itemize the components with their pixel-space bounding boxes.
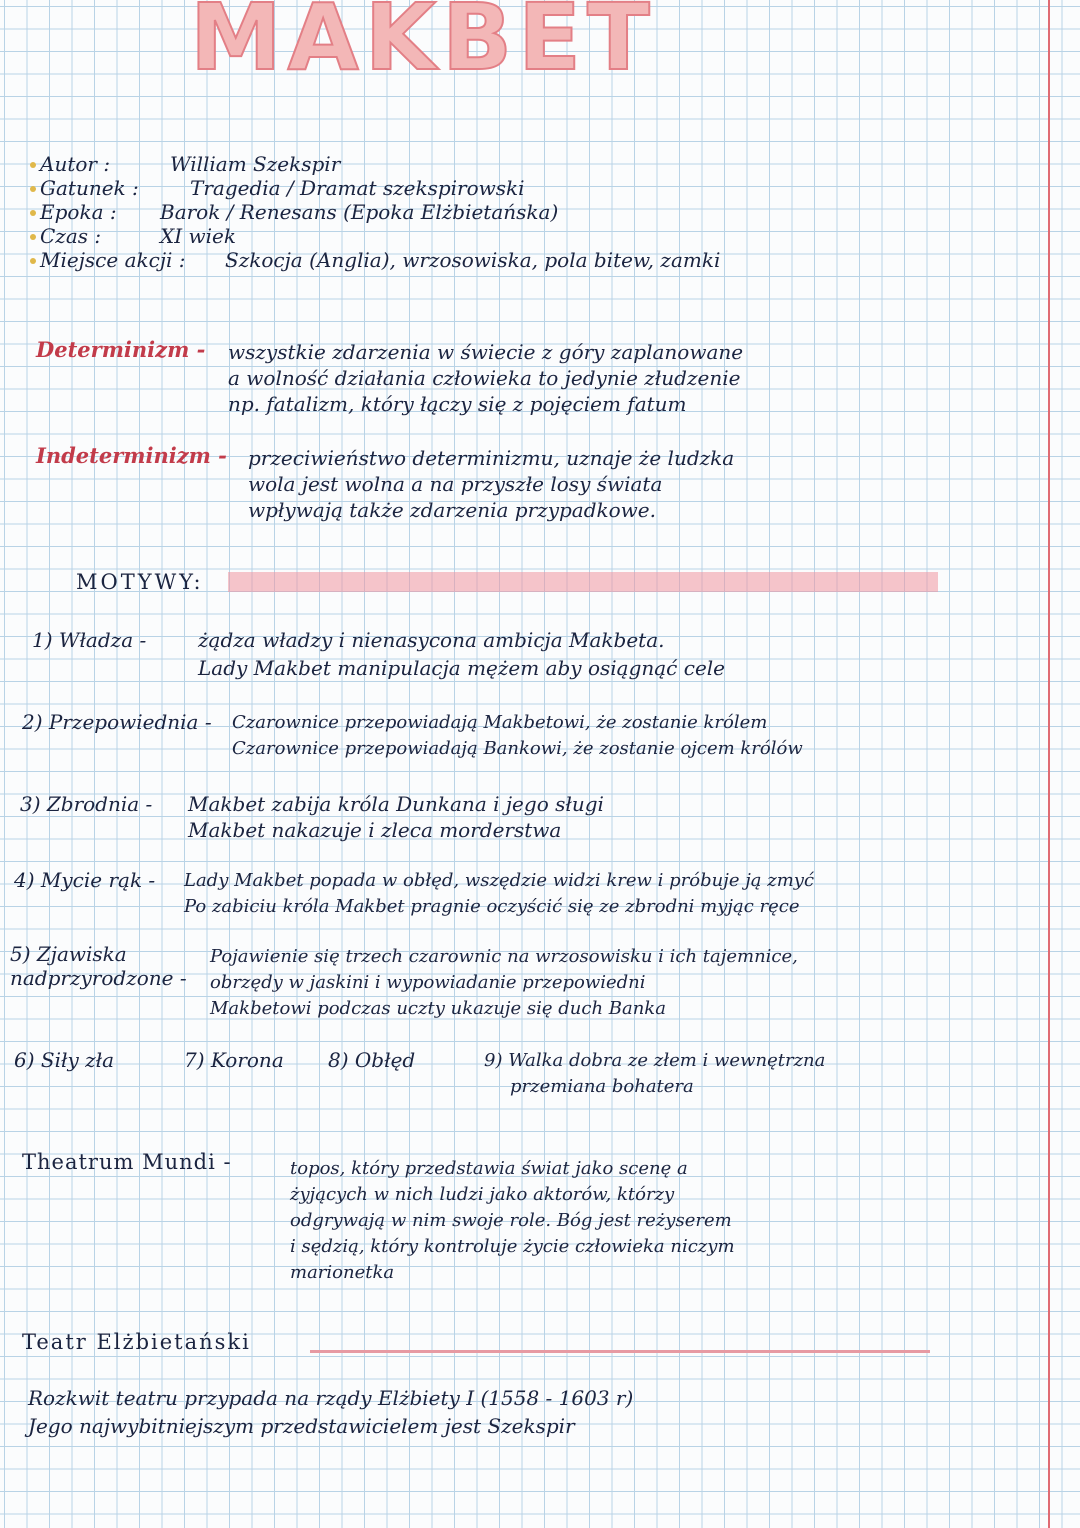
margin-line bbox=[1048, 0, 1050, 1528]
motyw-label: 5) Zjawiska nadprzyrodzone - bbox=[10, 942, 187, 990]
motyw-line: żądza władzy i nienasycona ambicja Makbeta. bbox=[198, 628, 665, 652]
info-value: Barok / Renesans (Epoka Elżbietańska) bbox=[160, 200, 559, 224]
info-label: Epoka : bbox=[40, 200, 117, 224]
motyw-label: 3) Zbrodnia - bbox=[20, 792, 153, 816]
theatrum-line: topos, który przedstawia świat jako scenę a bbox=[290, 1158, 688, 1179]
info-value: XI wiek bbox=[160, 224, 236, 248]
motyw-label: 1) Władza - bbox=[32, 628, 147, 652]
motyw-line: Makbet nakazuje i zleca morderstwa bbox=[188, 818, 562, 842]
info-value: Tragedia / Dramat szekspirowski bbox=[190, 176, 525, 200]
bullet-dot bbox=[30, 186, 36, 192]
info-label: Autor : bbox=[40, 152, 111, 176]
bullet-dot bbox=[30, 210, 36, 216]
motyw-line: Czarownice przepowiadają Makbetowi, że zostanie królem bbox=[232, 712, 768, 733]
motyw-line: Pojawienie się trzech czarownic na wrzosowisku i ich tajemnice, bbox=[210, 946, 798, 967]
motywy-heading: MOTYWY: bbox=[76, 570, 204, 594]
determinizm-line: wszystkie zdarzenia w świecie z góry zaplanowane bbox=[228, 340, 744, 364]
motyw-extra: 6) Siły zła bbox=[14, 1048, 115, 1072]
motyw-extra: 9) Walka dobra ze złem i wewnętrzna bbox=[484, 1050, 826, 1071]
teatr-line: Rozkwit teatru przypada na rządy Elżbiety I (1558 - 1603 r) bbox=[28, 1386, 634, 1410]
indeterminizm-line: wpływają także zdarzenia przypadkowe. bbox=[248, 498, 656, 522]
theatrum-line: marionetka bbox=[290, 1262, 395, 1283]
motyw-label: 2) Przepowiednia - bbox=[22, 710, 212, 734]
info-label: Czas : bbox=[40, 224, 102, 248]
motyw-extra: 8) Obłęd bbox=[328, 1048, 416, 1072]
determinizm-line: np. fatalizm, który łączy się z pojęciem fatum bbox=[228, 392, 687, 416]
bullet-dot bbox=[30, 162, 36, 168]
motyw-line: Po zabiciu króla Makbet pragnie oczyścić się ze zbrodni myjąc ręce bbox=[184, 896, 800, 917]
indeterminizm-line: wola jest wolna a na przyszłe losy świata bbox=[248, 472, 663, 496]
motyw-label: 4) Mycie rąk - bbox=[14, 868, 156, 892]
bullet-dot bbox=[30, 258, 36, 264]
info-label: Miejsce akcji : bbox=[40, 248, 186, 272]
indeterminizm-label: Indeterminizm - bbox=[36, 443, 227, 468]
motyw-extra: przemiana bohatera bbox=[510, 1076, 694, 1097]
theatrum-line: odgrywają w nim swoje role. Bóg jest reżyserem bbox=[290, 1210, 732, 1231]
teatr-line: Jego najwybitniejszym przedstawicielem jest Szekspir bbox=[28, 1414, 575, 1438]
teatr-heading: Teatr Elżbietański bbox=[22, 1330, 251, 1354]
motyw-line: Lady Makbet popada w obłęd, wszędzie widzi krew i próbuje ją zmyć bbox=[184, 870, 815, 891]
bullet-dot bbox=[30, 234, 36, 240]
info-label: Gatunek : bbox=[40, 176, 139, 200]
determinizm-line: a wolność działania człowieka to jedynie złudzenie bbox=[228, 366, 741, 390]
motyw-extra: 7) Korona bbox=[184, 1048, 284, 1072]
theatrum-line: i sędzią, który kontroluje życie człowieka niczym bbox=[290, 1236, 735, 1257]
info-value: Szkocja (Anglia), wrzosowiska, pola bitew, zamki bbox=[225, 248, 721, 272]
theatrum-label: Theatrum Mundi - bbox=[22, 1150, 232, 1174]
motyw-line: Czarownice przepowiadają Bankowi, że zostanie ojcem królów bbox=[232, 738, 803, 759]
motyw-line: Lady Makbet manipulacja mężem aby osiągnąć cele bbox=[198, 656, 726, 680]
heading-underline bbox=[310, 1350, 930, 1353]
theatrum-line: żyjących w nich ludzi jako aktorów, którzy bbox=[290, 1184, 675, 1205]
heading-highlight bbox=[228, 572, 938, 592]
motyw-line: Makbetowi podczas uczty ukazuje się duch Banka bbox=[210, 998, 666, 1019]
page-title: MAKBET bbox=[190, 0, 656, 91]
motyw-line: Makbet zabija króla Dunkana i jego sługi bbox=[188, 792, 604, 816]
determinizm-label: Determinizm - bbox=[36, 337, 206, 362]
motyw-line: obrzędy w jaskini i wypowiadanie przepowiedni bbox=[210, 972, 646, 993]
indeterminizm-line: przeciwieństwo determinizmu, uznaje że ludzka bbox=[248, 446, 735, 470]
info-value: William Szekspir bbox=[170, 152, 341, 176]
